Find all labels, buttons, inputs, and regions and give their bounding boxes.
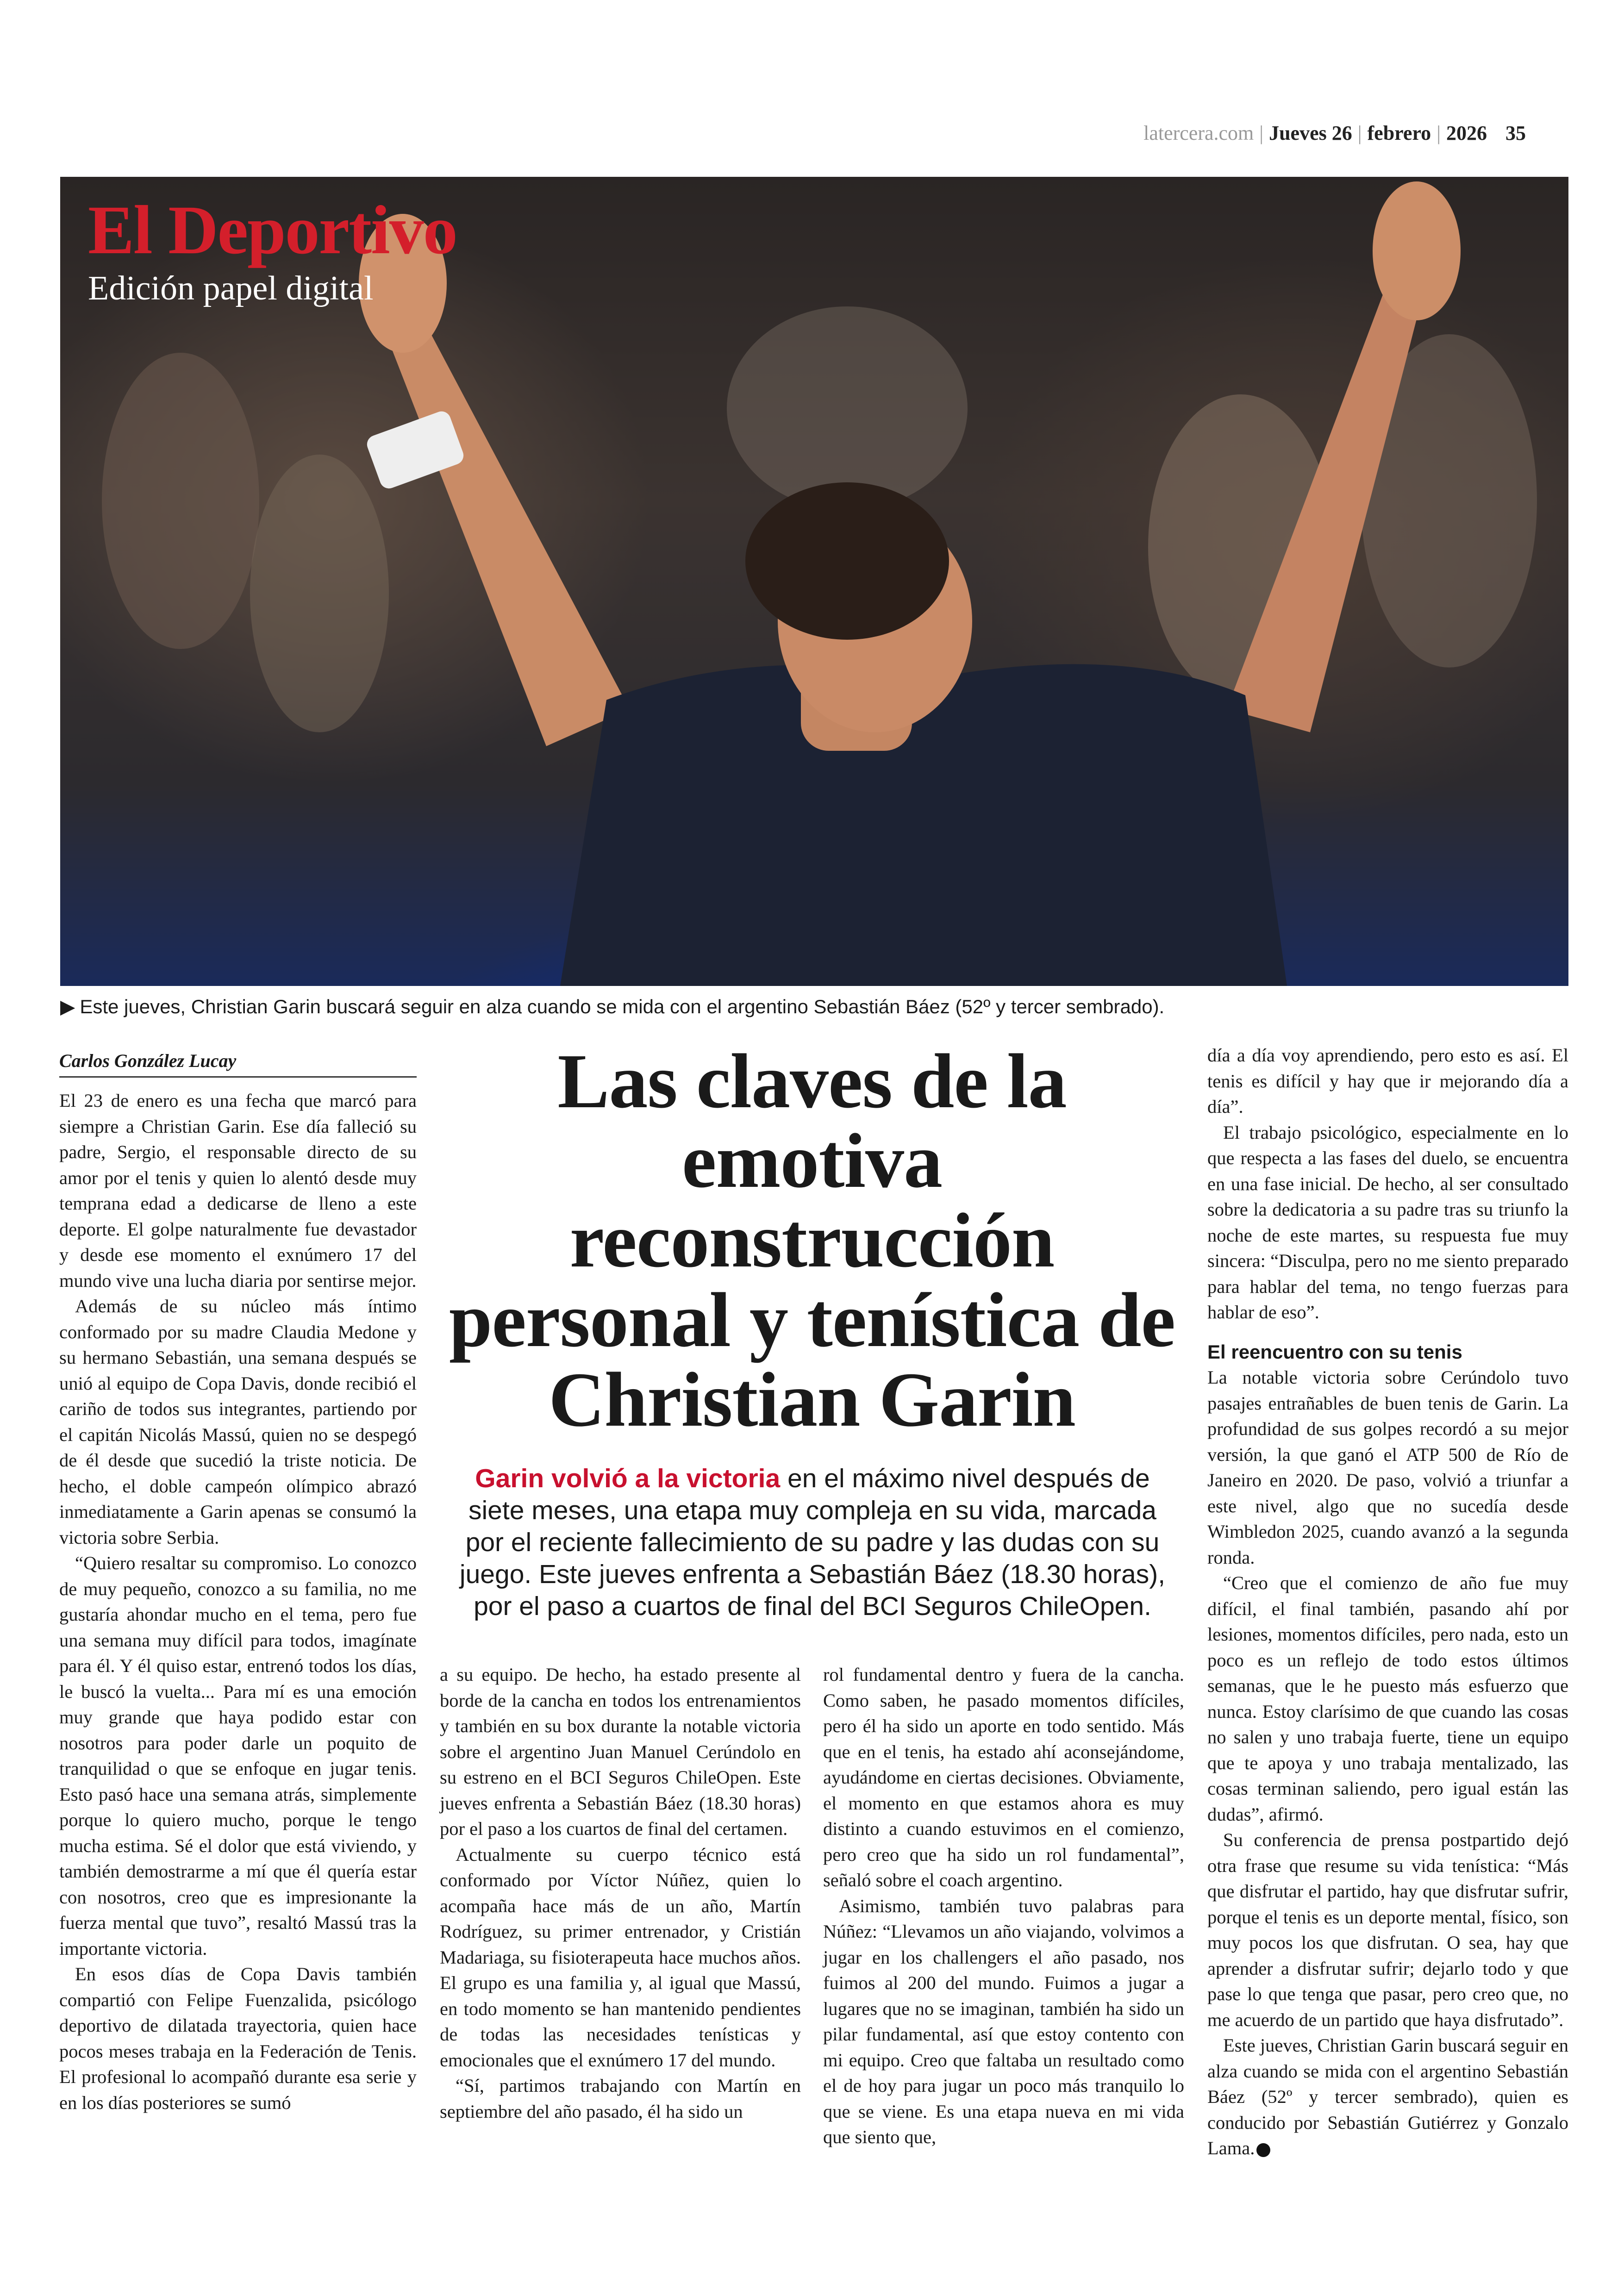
brand-block bbox=[88, 192, 457, 307]
paragraph: Actualmente su cuerpo técnico está conformado por Víctor Núñez, quien lo acompaña hace más de un año, Martín Rodríguez, su primer entrenador, y Cristián Madariaga, su fisioterapeuta hace muchos años. El grupo es una familia y, al igual que Massú, en todo momento se han mantenido pendientes de todas las necesidades tenísticas y emocionales que el exnúmero 17 del mundo. bbox=[440, 1844, 801, 2070]
page-number: 35 bbox=[1505, 122, 1526, 144]
separator: | bbox=[1259, 122, 1264, 144]
paragraph: Asimismo, también tuvo palabras para Núñez: “Llevamos un año viajando, volvimos a jugar en los challengers el año pasado, nos fuimos al 200 del mundo. Fuimos a jugar a lugares que no se imaginan, también ha sido un pilar fundamental, así que estoy contento con mi equipo. Creo que faltaba un resultado como el de hoy para jugar un poco más tranquilo lo que se viene. Es una etapa nueva en mi vida que siento que, bbox=[823, 1895, 1184, 2147]
byline: Carlos González Lucay bbox=[59, 1050, 417, 1078]
header-month: febrero bbox=[1367, 122, 1431, 144]
paragraph: “Quiero resaltar su compromiso. Lo conozco de muy pequeño, conozco a su familia, no me gustaría ahondar mucho en el tema, pero fue una semana muy difícil para todos, imagínate para él. Y él quiso estar, entrenó todos los días, le buscó la vuelta... Para mí es una emoción muy grande que haya podido estar con nosotros para poder darle un poquito de tranquilidad o que se enfoque en jugar tenis. Esto pasó hace una semana atrás, simplemente porque lo quiero mucho, porque le tengo mucha estima. Sé el dolor que está viviendo, y también demostrarme a mí que él quería estar con nosotros, creo que es impresionante la fuerza mental que tuvo”, resaltó Massú tras la importante victoria. bbox=[59, 1553, 417, 1959]
page-header bbox=[1143, 121, 1526, 154]
header-day: Jueves 26 bbox=[1269, 122, 1352, 144]
paragraph: “Creo que el comienzo de año fue muy difícil, el final también, pasando ahí por lesiones, momentos difíciles, pero nada, esto un poco es un reflejo de todo estos últimos semanas, que le he puesto más esfuerzo que nunca. Estoy clarísimo de que cuando las cosas no salen y uno trabaja fuerte, tiene un equipo que te apoya y uno trabaja mentalizado, las cosas terminan saliendo, pero igual están las dudas”, afirmó. bbox=[1207, 1572, 1568, 1825]
separator: | bbox=[1437, 122, 1441, 144]
headline: Las claves de la emotiva reconstrucción personal y tenística de Christian Garin bbox=[449, 1038, 1175, 1443]
paragraph: Además de su núcleo más íntimo conformado por su madre Claudia Medone y su hermano Sebastián, una semana después se unió al equipo de Copa Davis, donde recibió el cariño de todos sus integrantes, partiendo por el capitán Nicolás Massú, quien no se despegó de él desde que sucedió la triste noticia. De hecho, el doble campeón olímpico abrazó inmediatamente a Garin apenas se consumó la victoria sobre Serbia. bbox=[59, 1296, 417, 1548]
paragraph: “Sí, partimos trabajando con Martín en septiembre del año pasado, él ha sido un bbox=[440, 2075, 801, 2122]
article-column-2 bbox=[440, 1662, 801, 2124]
paragraph: a su equipo. De hecho, ha estado presente al borde de la cancha en todos los entrenamientos y también en su box durante la notable victoria sobre el argentino Juan Manuel Cerúndolo en su estreno en el BCI Seguros ChileOpen. Este jueves enfrenta a Sebastián Báez (18.30 horas) por el paso a los cuartos de final del certamen. bbox=[440, 1664, 801, 1839]
paragraph: La notable victoria sobre Cerúndolo tuvo pasajes entrañables de buen tenis de Garin. La profundidad de sus golpes recordó a su mejor versión, la que ganó el ATP 500 de Río de Janeiro en 2020. De paso, volvió a triunfar a este nivel, algo que no sucedía desde Wimbledon 2025, cuando avanzó a la segunda ronda. bbox=[1207, 1367, 1568, 1568]
end-mark-icon bbox=[1256, 2143, 1270, 2157]
paragraph: día a día voy aprendiendo, pero esto es así. El tenis es difícil y hay que ir mejorando día a día”. bbox=[1207, 1045, 1568, 1117]
brand-subtitle: Edición papel digital bbox=[88, 269, 374, 307]
article-column-4 bbox=[1207, 1042, 1568, 2161]
photo-caption bbox=[60, 995, 1568, 1018]
lead-paragraph bbox=[451, 1463, 1174, 1622]
final-paragraph-text: Este jueves, Christian Garin buscará seguir en alza cuando se mida con el argentino Sebastián Báez (52º y tercer sembrado), quien es conducido por Sebastián Gutiérrez y Gonzalo Lama. bbox=[1207, 2035, 1568, 2158]
article-column-1 bbox=[59, 1088, 417, 2115]
caption-arrow-icon: ▶ bbox=[60, 996, 75, 1017]
hero-photo bbox=[60, 177, 1568, 986]
paragraph: El trabajo psicológico, especialmente en lo que respecta a las fases del duelo, se encuentra en una fase inicial. De hecho, al ser consultado sobre la dedicatoria a su padre tras su triunfo la noche de este martes, su respuesta fue muy sincera: “Disculpa, pero no me siento preparado para hablar del tema, no tengo fuerzas para hablar de eso”. bbox=[1207, 1122, 1568, 1322]
section-subhead: El reencuentro con su tenis bbox=[1207, 1341, 1462, 1363]
separator: | bbox=[1357, 122, 1362, 144]
site-name: latercera.com bbox=[1143, 122, 1254, 144]
paragraph: rol fundamental dentro y fuera de la cancha. Como saben, he pasado momentos difíciles, pero él ha sido un aporte en todo sentido. Más que en el tenis, ha estado ahí aconsejándome, ayudándome en ciertas decisiones. Obviamente, el momento en que estamos ahora es muy distinto a cuando estuvimos en el comienzo, pero creo que ha sido un rol fundamental”, señaló sobre el coach argentino. bbox=[823, 1664, 1184, 1890]
header-year: 2026 bbox=[1446, 122, 1487, 144]
paragraph: El 23 de enero es una fecha que marcó para siempre a Christian Garin. Ese día falleció su padre, Sergio, el responsable directo de su amor por el tenis y quien lo alentó desde muy temprana edad a dedicarse de lleno a este deporte. El golpe naturalmente fue devastador y desde ese momento el exnúmero 17 del mundo vive una lucha diaria por sentirse mejor. bbox=[59, 1090, 417, 1291]
lead-text: en el máximo nivel después de siete meses, una etapa muy compleja en su vida, marcada por el reciente fallecimiento de su padre y las dudas con su juego. Este jueves enfrenta a Sebastián Báez (18.30 horas), por el paso a cuartos de final del BCI Seguros ChileOpen. bbox=[459, 1464, 1166, 1621]
caption-text: Este jueves, Christian Garin buscará seguir en alza cuando se mida con el argentino Sebastián Báez (52º y tercer sembrado). bbox=[80, 996, 1165, 1017]
brand-title: El Deportivo bbox=[88, 192, 457, 268]
paragraph bbox=[1207, 2033, 1568, 2161]
article-column-3 bbox=[823, 1662, 1184, 2150]
paragraph: En esos días de Copa Davis también compartió con Felipe Fuenzalida, psicólogo deportivo de dilatada trayectoria, quien hace pocos meses trabaja en la Federación de Tenis. El profesional lo acompañó durante esa serie y en los días posteriores se sumó bbox=[59, 1964, 417, 2113]
lead-highlight: Garin volvió a la victoria bbox=[475, 1464, 781, 1493]
paragraph: Su conferencia de prensa postpartido dejó otra frase que resume su vida tenística: “Más que disfrutar el partido, hay que disfrutar sufrir, porque el tenis es un deporte mental, físico, son muy pocos los que disfrutan. O sea, hay que aprender a disfrutar sufrir; dejarlo todo y que pase lo que tenga que pasar, pero creo que, no me acuerdo de un partido que haya disfrutado”. bbox=[1207, 1829, 1568, 2030]
